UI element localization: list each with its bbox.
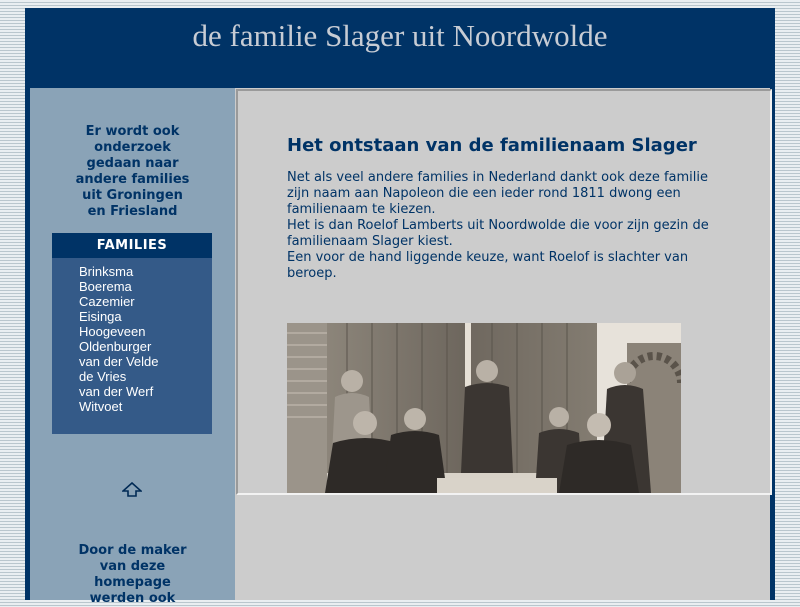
- family-link-brinksma[interactable]: Brinksma: [79, 264, 134, 279]
- text-line: Het is dan Roelof Lamberts uit Noordwolde die voor zijn gezin de: [287, 218, 709, 233]
- maker-line: van deze: [99, 559, 166, 574]
- text-line: Net als veel andere families in Nederland dankt ook deze familie: [287, 170, 708, 185]
- family-link-van-der-velde[interactable]: van der Velde: [79, 354, 159, 369]
- text-line: familienaam Slager kiest.: [287, 234, 453, 249]
- families-menu: [52, 233, 212, 434]
- family-link-boerema[interactable]: Boerema: [79, 279, 132, 294]
- family-photo: [287, 323, 681, 493]
- family-link-van-der-werf[interactable]: van der Werf: [79, 384, 154, 399]
- intro-line: en Friesland: [87, 204, 178, 219]
- site-title: de familie Slager uit Noordwolde: [192, 18, 608, 53]
- families-list: [52, 258, 212, 414]
- family-link-hoogeveen[interactable]: Hoogeveen: [79, 324, 146, 339]
- family-link-oldenburger[interactable]: Oldenburger: [79, 339, 152, 354]
- text-line: beroep.: [287, 266, 337, 281]
- intro-line: andere families: [75, 172, 190, 187]
- page-frame: [25, 8, 775, 606]
- family-link-cazemier[interactable]: Cazemier: [79, 294, 135, 309]
- text-line: zijn naam aan Napoleon die een ieder rond 1811 dwong een: [287, 186, 681, 201]
- families-heading: FAMILIES: [52, 233, 212, 258]
- site-header: [25, 8, 775, 84]
- intro-line: onderzoek: [94, 140, 171, 155]
- intro-line: Er wordt ook: [85, 124, 180, 139]
- intro-line: uit Groningen: [82, 188, 183, 203]
- content-text: [287, 170, 727, 282]
- content-title: Het ontstaan van de familienaam Slager: [287, 135, 697, 156]
- content-panel: [236, 89, 772, 495]
- maker-line: werden ook: [89, 591, 176, 606]
- maker-line: Door de maker: [78, 543, 187, 558]
- intro-line: gedaan naar: [86, 156, 179, 171]
- text-line: familienaam te kiezen.: [287, 202, 436, 217]
- sidebar: [30, 88, 235, 606]
- maker-line: homepage: [94, 575, 171, 590]
- sidebar-maker-text: [30, 543, 235, 607]
- family-link-de-vries[interactable]: de Vries: [79, 369, 127, 384]
- up-arrow-icon[interactable]: [122, 482, 142, 498]
- sidebar-intro-text: [30, 124, 235, 220]
- family-link-eisinga[interactable]: Eisinga: [79, 309, 122, 324]
- text-line: Een voor de hand liggende keuze, want Roelof is slachter van: [287, 250, 689, 265]
- family-link-witvoet[interactable]: Witvoet: [79, 399, 123, 414]
